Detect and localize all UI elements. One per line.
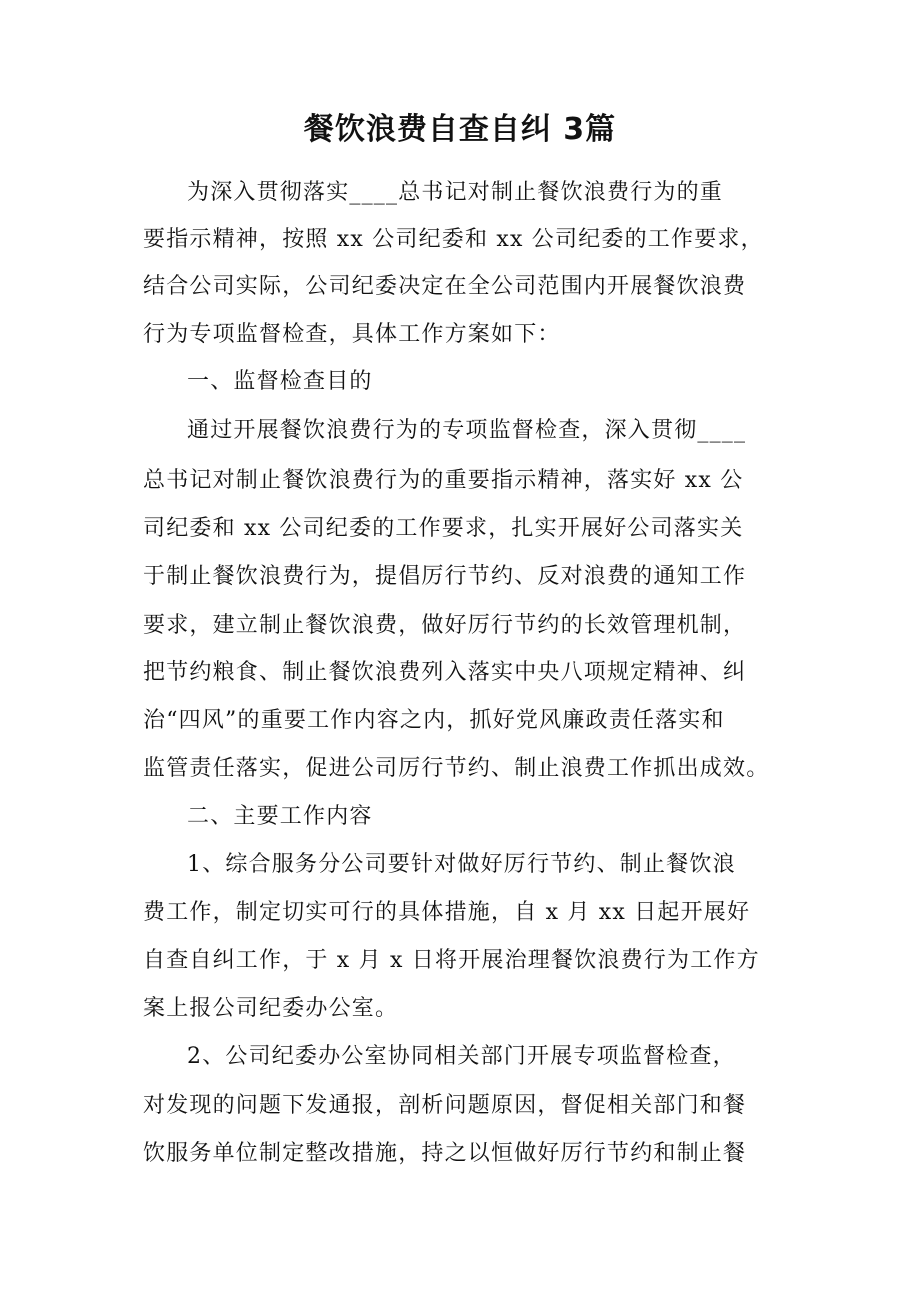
paragraph-line: 行为专项监督检查，具体工作方案如下： — [143, 322, 561, 347]
paragraph-line: 对发现的问题下发通报，剖析问题原因，督促相关部门和餐 — [143, 1093, 747, 1118]
paragraph-line: 结合公司实际，公司纪委决定在全公司范围内开展餐饮浪费 — [143, 274, 747, 299]
paragraph-line: 案上报公司纪委办公室。 — [143, 996, 399, 1021]
paragraph-line: 司纪委和 xx 公司纪委的工作要求，扎实开展好公司落实关 — [143, 516, 744, 541]
paragraph-line: 为深入贯彻落实____总书记对制止餐饮浪费行为的重 — [187, 180, 724, 205]
paragraph-line: 监管责任落实，促进公司厉行节约、制止浪费工作抓出成效。 — [143, 756, 770, 781]
paragraph-line: 1、综合服务分公司要针对做好厉行节约、制止餐饮浪 — [187, 852, 736, 877]
section-heading: 一、监督检查目的 — [187, 369, 373, 394]
paragraph-line: 2、公司纪委办公室协同相关部门开展专项监督检查， — [187, 1044, 736, 1069]
paragraph-line: 饮服务单位制定整改措施，持之以恒做好厉行节约和制止餐 — [143, 1141, 747, 1166]
paragraph-line: 于制止餐饮浪费行为，提倡厉行节约、反对浪费的通知工作 — [143, 564, 747, 589]
paragraph-line: 自查自纠工作，于 x 月 x 日将开展治理餐饮浪费行为工作方 — [143, 948, 760, 973]
document-title: 餐饮浪费自查自纠 3篇 — [303, 112, 617, 147]
section-heading: 二、主要工作内容 — [187, 804, 373, 829]
paragraph-line: 把节约粮食、制止餐饮浪费列入落实中央八项规定精神、纠 — [143, 660, 747, 685]
paragraph-line: 通过开展餐饮浪费行为的专项监督检查，深入贯彻____ — [187, 418, 747, 443]
paragraph-line: 治“四风”的重要工作内容之内，抓好党风廉政责任落实和 — [143, 708, 725, 733]
paragraph-line: 要指示精神，按照 xx 公司纪委和 xx 公司纪委的工作要求， — [143, 227, 764, 252]
paragraph-line: 总书记对制止餐饮浪费行为的重要指示精神，落实好 xx 公 — [143, 468, 744, 493]
paragraph-line: 要求，建立制止餐饮浪费，做好厉行节约的长效管理机制， — [143, 613, 747, 638]
paragraph-line: 费工作，制定切实可行的具体措施，自 x 月 xx 日起开展好 — [143, 900, 751, 925]
